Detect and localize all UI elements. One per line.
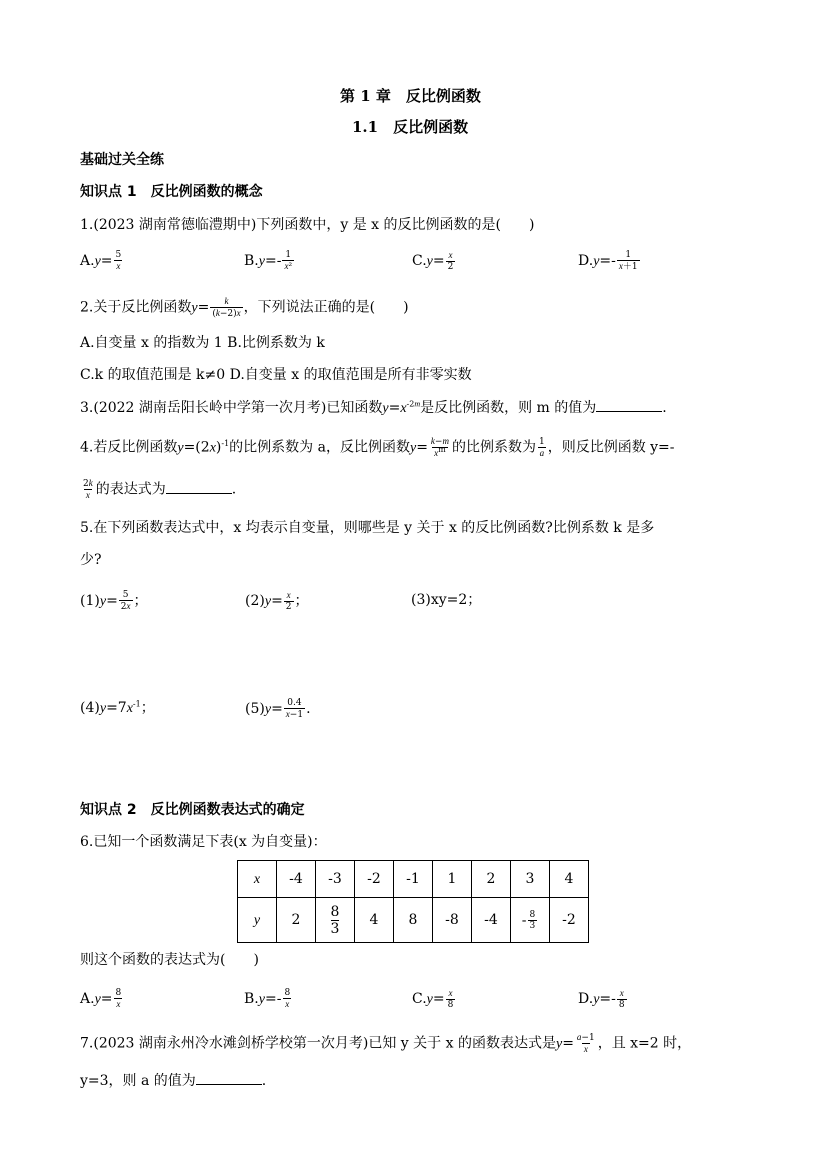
question-5-line-2: 少? [80,552,102,568]
question-6-option-a: A.y= $\frac{8}{x}$ [80,988,122,1009]
table-cell: 8 [394,898,433,943]
table-cell: 2 [472,861,511,898]
chapter-title: 第 1 章 反比例函数 [340,87,481,105]
answer-blank[interactable] [596,397,662,412]
table-cell: x [238,861,277,898]
knowledge-point-2: 知识点 2 反比例函数表达式的确定 [80,802,305,818]
table-cell: 3 [511,861,550,898]
table-cell: 1 [433,861,472,898]
question-1-option-d: D.y=- $\frac{1}{x+1}$ [578,250,638,272]
value-table [237,860,589,943]
table-row-x [238,861,589,898]
table-cell: - $\frac{8}{3}$ [511,898,550,943]
table-cell: 4 [355,898,394,943]
table-cell: -2 [550,898,589,943]
table-cell: $\frac{8}{3}$ [316,898,355,943]
question-3: 3.(2022 湖南岳阳长岭中学第一次月考)已知函数$y=x^{-2m}$是反比例函数，则 m 的值为 . [80,397,667,419]
question-5-item-4: $(4)y=7x^{-1}$； [80,699,155,716]
question-1-stem: 1.(2023 湖南常德临澧期中)下列函数中，y 是 x 的反比例函数的是( ) [80,217,535,233]
section-title: 1.1 反比例函数 [352,118,469,136]
question-6-option-c: C.y= $\frac{x}{8}$ [412,988,454,1010]
table-cell: -1 [394,861,433,898]
question-2-options-ab: A.自变量 x 的指数为 1 B.比例系数为 k [80,335,325,351]
question-2-stem: 2.关于反比例函数y= $\frac{k}{(k-2)x}$ ，下列说法正确的是( ) [80,296,409,319]
question-4-line-1: 4.若反比例函数$y=(2x)^{-1}$的比例系数为 a，反比例函数y= $\frac{k-m}{x^m}$ 的比例系数为 $\frac{1}{a}$ ，则反比例函数 y=- [80,436,675,458]
question-7-line-1: 7.(2023 湖南永州冷水滩剑桥学校第一次月考)已知 y 关于 x 的函数表达式是y= $\frac{a-1}{x}$ ，且 x=2 时， [80,1032,692,1054]
question-1-option-c: C.y= $\frac{x}{2}$ [412,250,454,272]
table-row-y [238,898,589,943]
question-5-item-3: (3)xy=2； [411,592,482,608]
question-5-item-2: (2)y= $\frac{x}{2}$ ； [245,590,309,612]
part-heading: 基础过关全练 [80,152,164,168]
question-6-option-d: D.y=- $\frac{x}{8}$ [578,988,625,1010]
question-6-stem: 6.已知一个函数满足下表(x 为自变量)： [80,834,327,850]
question-1-option-b: B.y=- $\frac{1}{\text{x²}}$ [244,250,293,272]
question-5-item-5: (5)y= $\frac{0.4}{x-1}$ . [245,698,311,720]
answer-blank[interactable] [166,479,232,494]
question-5-item-1: (1)y= $\frac{5}{2x}$ ； [80,590,148,612]
table-cell: y [238,898,277,943]
table-cell: -4 [277,861,316,898]
answer-blank[interactable] [196,1070,262,1085]
table-cell: -4 [472,898,511,943]
table-cell: 4 [550,861,589,898]
table-cell: -2 [355,861,394,898]
question-5-line-1: 5.在下列函数表达式中，x 均表示自变量，则哪些是 y 关于 x 的反比例函数?比例系数 k 是多 [80,520,655,536]
question-7-line-2: y=3，则 a 的值为 . [80,1070,266,1091]
question-4-line-2: $\frac{2k}{x}$ 的表达式为 . [83,478,237,500]
question-6-option-b: B.y=- $\frac{8}{x}$ [244,988,291,1009]
question-2-options-cd: C.k 的取值范围是 k≠0 D.自变量 x 的取值范围是所有非零实数 [80,367,472,383]
question-1-option-a: A.y= $\frac{5}{x}$ [80,250,122,271]
table-cell: 2 [277,898,316,943]
table-cell: -3 [316,861,355,898]
table-cell: -8 [433,898,472,943]
question-6-prompt: 则这个函数的表达式为( ) [80,952,259,968]
knowledge-point-1: 知识点 1 反比例函数的概念 [80,184,263,200]
